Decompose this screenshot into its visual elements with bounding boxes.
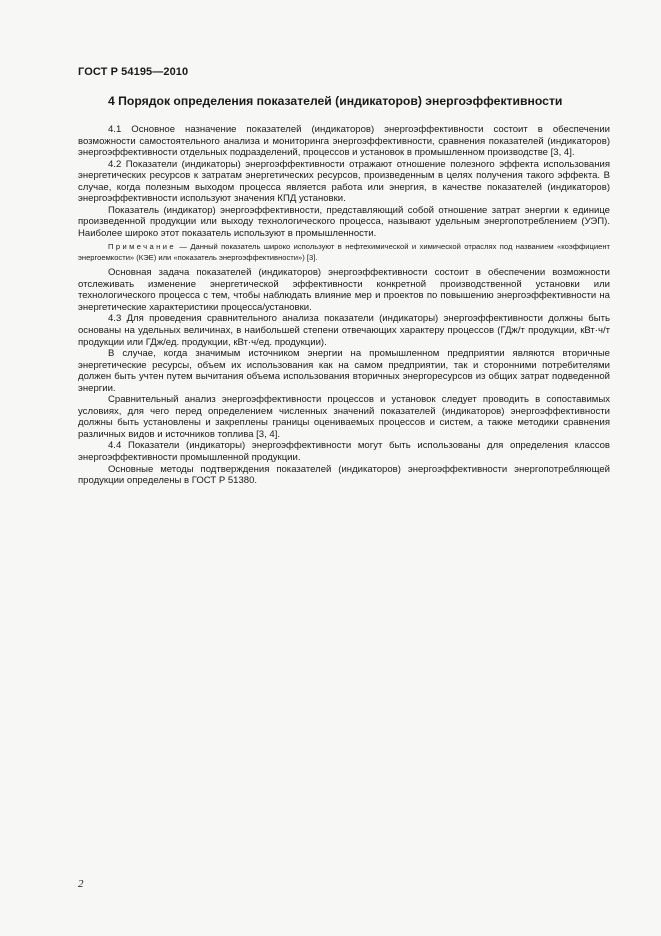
note-label: Примечание xyxy=(108,242,176,252)
paragraph-4-3: 4.3 Для проведения сравнительного анализа показатели (индикаторы) энергоэффективности должны быть основаны на удельных величинах, в наибольшей степени отвечающих характеру процессов (ГДж/т продукции, кВт·ч/т продукции или ГДж/ед. продукции, кВт·ч/ед. продукции). xyxy=(78,313,610,348)
paragraph-secondary-resources: В случае, когда значимым источником энергии на промышленном предприятии являются вторичные энергетические ресурсы, объем их использования как на самом предприятии, так и сторонними потребителями должен быть учтен путем вычитания объема использования вторичных энергоресурсов из общих затрат подведенной энергии. xyxy=(78,348,610,394)
note xyxy=(78,242,610,263)
page-number: 2 xyxy=(78,878,84,890)
paragraph-uep: Показатель (индикатор) энергоэффективности, представляющий собой отношение затрат энергии к единице произведенной продукции или выходу технологического процесса, называют удельным энергопотреблением (УЭП). Наиболее широко этот показатель используют в промышленности. xyxy=(78,204,610,239)
document-code-header: ГОСТ Р 54195—2010 xyxy=(78,66,189,78)
paragraph-4-4: 4.4 Показатели (индикаторы) энергоэффективности могут быть использованы для определения классов энергоэффективности промышленной продукции. xyxy=(78,440,610,464)
paragraph-4-1: 4.1 Основное назначение показателей (индикаторов) энергоэффективности состоит в обеспечении возможности самостоятельного анализа и мониторинга энергоэффективности, сравнения показателей (индикаторов) энергоэффективности отдельных подразделений, процессов и установок в промышленном производстве [3, 4]. xyxy=(78,124,610,159)
note-text: — Данный показатель широко используют в нефтехимической и химической отраслях под названием «коэффициент энергоемкости» (КЭЕ) или «показатель энергоэффективности») [3]. xyxy=(78,242,610,262)
section-title: 4 Порядок определения показателей (индикаторов) энергоэффективности xyxy=(108,94,563,108)
paragraph-main-task: Основная задача показателей (индикаторов) энергоэффективности состоит в обеспечении возможности отслеживать изменение энергетической эффективности конкретной производственной установки или технологического процесса с тем, чтобы наблюдать влияние мер и проектов по повышению энергоэффективности на энергетические характеристики процесса/установки. xyxy=(78,267,610,313)
paragraph-methods: Основные методы подтверждения показателей (индикаторов) энергоэффективности энергопотребляющей продукции определены в ГОСТ Р 51380. xyxy=(78,463,610,487)
body-text xyxy=(78,124,610,487)
paragraph-4-2: 4.2 Показатели (индикаторы) энергоэффективности отражают отношение полезного эффекта использования энергетических ресурсов к затратам энергетических ресурсов, произведенным в целях получения такого эффекта. В случае, когда полезным выходом процесса является работа или энергия, в качестве показателей (индикаторов) энергоэффективности используют значения КПД установки. xyxy=(78,158,610,205)
paragraph-comparative-analysis: Сравнительный анализ энергоэффективности процессов и установок следует проводить в сопоставимых условиях, для чего перед определением численных значений показателей (индикаторов) энергоэффективности должны быть установлены и закреплены границы оцениваемых процессов и систем, а также методики сравнения различных видов и источников топлива [3, 4]. xyxy=(78,394,610,440)
